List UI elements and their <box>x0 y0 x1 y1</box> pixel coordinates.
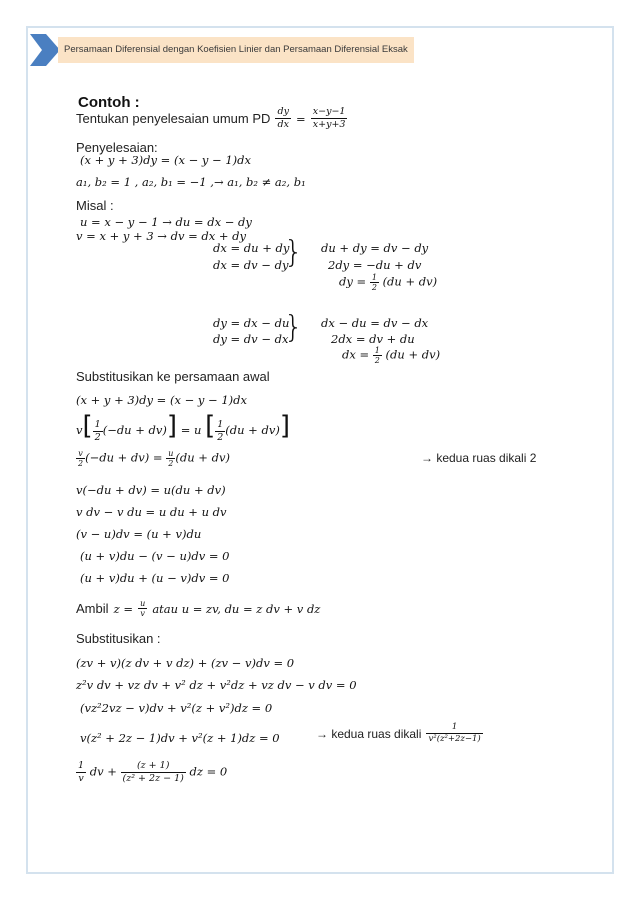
z-fraction: $\frac{(z + 1)}{\text{(z² + 2z − 1)}}$ <box>122 760 184 784</box>
original-equation: (x + y + 3)dy = (x − y − 1)dx <box>76 393 247 407</box>
group1-line3: du + dy = dv − dy <box>321 241 429 255</box>
dy-dx-fraction: $\frac{dy}{dx}$ <box>277 106 289 130</box>
u-half-fraction: $\frac{u}{2}$ <box>168 449 174 468</box>
half-fraction: $\frac{1}{2}$ <box>94 418 101 443</box>
halved-equation: $\frac{v}{2}$ (−du + dv) = $\frac{u}{2}$ (du + dv) <box>78 449 230 468</box>
take-z-line: Ambil z = $\frac{u}{v}$ atau u = zv, du = z dv + v dz <box>76 599 321 618</box>
step-line: v(z² + 2z − 1)dv + v²(z + 1)dz = 0 <box>80 731 280 745</box>
step-line: (v − u)dv = (u + v)du <box>76 527 202 541</box>
half-fraction: $\frac{1}{2}$ <box>371 273 377 292</box>
brace-icon: } <box>284 310 304 345</box>
step-line: (zv + v)(z dv + v dz) + (zv − v)dv = 0 <box>76 656 295 670</box>
reciprocal-fraction: $\frac{1}{\text{v²(z²+2z−1)}}$ <box>428 722 481 744</box>
step-line: v dv − v du = u du + u dv <box>76 505 227 519</box>
substitute-label: Substitusikan ke persamaan awal <box>76 369 270 384</box>
coefficient-line: a₁, b₂ = 1 , a₂, b₁ = −1 ,→ a₁, b₂ ≠ a₂, b₁ <box>76 175 306 189</box>
group1-line4: 2dy = −du + dv <box>328 258 422 272</box>
brace-icon: } <box>284 235 304 270</box>
substitution-u: u = x − y − 1 → du = dx − dy <box>80 215 252 229</box>
solution-label: Penyelesaian: <box>76 140 158 155</box>
misal-label: Misal : <box>76 198 114 213</box>
half-fraction: $\frac{1}{2}$ <box>374 346 380 365</box>
problem-statement <box>76 106 347 131</box>
group2-line1: dy = dx − du <box>213 316 290 330</box>
substitute-label: Substitusikan : <box>76 631 161 646</box>
page-header: Persamaan Diferensial dengan Koefisien Linier dan Persamaan Diferensial Eksak <box>58 37 414 63</box>
substituted-equation: v[ $\frac{1}{2}$ (−du + dv)] = u [ $\frac{1}{2}$ (du + dv)] <box>76 411 290 443</box>
group1-line1: dx = du + dy <box>213 241 290 255</box>
step-line: z²v dv + vz dv + v² dz + v²dz + vz dv − v dv = 0 <box>76 678 357 692</box>
rhs-fraction: $\frac{x-y-1}{x+y+3}$ <box>312 106 346 130</box>
problem-text: Tentukan penyelesaian umum PD <box>76 111 271 126</box>
step-line: v(−du + dv) = u(du + dv) <box>76 483 226 497</box>
group2-line3: dx − du = dv − dx <box>321 316 429 330</box>
v-half-fraction: $\frac{v}{2}$ <box>78 449 84 468</box>
group2-line4: 2dx = dv + du <box>331 332 415 346</box>
group1-line5: dy = $\frac{1}{2}$ (du + dv) <box>339 273 438 292</box>
equals-sign: = <box>296 112 306 126</box>
step-line: (vz²2vz − v)dv + v²(z + v²)dz = 0 <box>80 701 273 715</box>
arrow-icon <box>26 30 62 70</box>
u-over-v-fraction: $\frac{u}{v}$ <box>140 599 146 618</box>
one-over-v-fraction: $\frac{1}{v}$ <box>78 760 85 784</box>
example-heading: Contoh : <box>78 94 140 111</box>
step-line: (u + v)du + (u − v)dv = 0 <box>80 571 230 585</box>
group2-line5: dx = $\frac{1}{2}$ (du + dv) <box>342 346 441 365</box>
step-line: (u + v)du − (v − u)dv = 0 <box>80 549 230 563</box>
group2-line2: dy = dv − dx <box>213 332 289 346</box>
substitution-v: v = x + y + 3 → dv = dx + dy <box>76 229 247 243</box>
multiply-note: → kedua ruas dikali $\frac{1}{\text{v²(z²+2z−1)}}$ <box>316 722 481 744</box>
equation-line: (x + y + 3)dy = (x − y − 1)dx <box>80 153 251 167</box>
multiply-note: → kedua ruas dikali 2 <box>421 451 537 465</box>
group1-line2: dx = dv − dy <box>213 258 289 272</box>
half-fraction: $\frac{1}{2}$ <box>217 418 224 443</box>
final-equation: $\frac{1}{v}$ dv + $\frac{(z + 1)}{\text{(z² + 2z − 1)}}$ dz = 0 <box>78 760 228 784</box>
